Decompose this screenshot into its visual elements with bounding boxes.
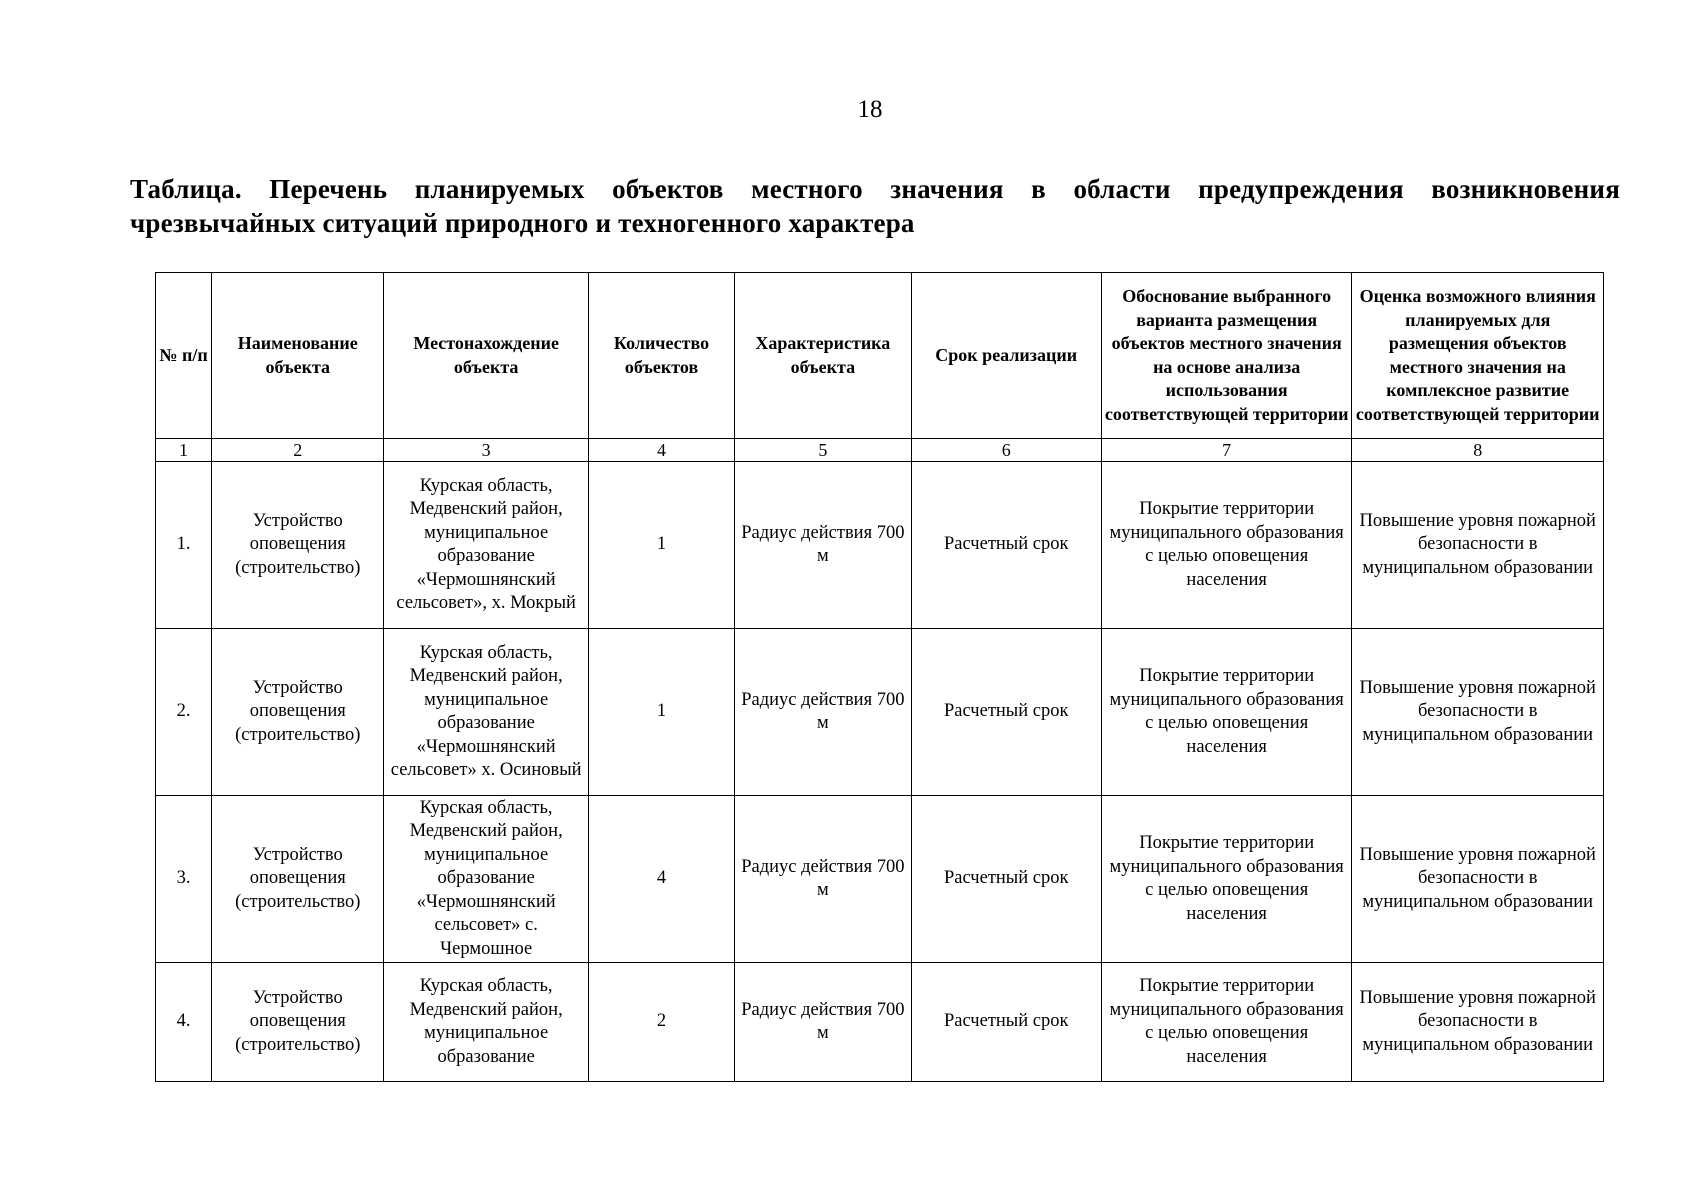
row-location: Курская область, Медвенский район, муниципальное образование «Чермошнянский сельсовет» с. Чермошное: [384, 796, 588, 963]
header-characteristic: Характеристика объекта: [735, 273, 911, 439]
header-count: Количество объектов: [588, 273, 734, 439]
row-characteristic: Радиус действия 700 м: [735, 796, 911, 963]
row-characteristic: Радиус действия 700 м: [735, 629, 911, 796]
row-justification: Покрытие территории муниципального образования с целью оповещения населения: [1101, 629, 1352, 796]
column-numbers-row: [156, 439, 1604, 462]
row-num: 4.: [156, 963, 212, 1082]
column-number: 1: [156, 439, 212, 462]
table-row: [156, 462, 1604, 629]
row-count: 1: [588, 629, 734, 796]
row-name: Устройство оповещения (строительство): [212, 796, 384, 963]
row-num: 1.: [156, 462, 212, 629]
header-num: № п/п: [156, 273, 212, 439]
header-row: [156, 273, 1604, 439]
row-justification: Покрытие территории муниципального образования с целью оповещения населения: [1101, 963, 1352, 1082]
row-num: 3.: [156, 796, 212, 963]
column-number: 7: [1101, 439, 1352, 462]
row-term: Расчетный срок: [911, 462, 1101, 629]
column-number: 8: [1352, 439, 1604, 462]
header-justification: Обоснование выбранного варианта размещения объектов местного значения на основе анализа использования соответствующей территории: [1101, 273, 1352, 439]
row-characteristic: Радиус действия 700 м: [735, 963, 911, 1082]
table-row: [156, 629, 1604, 796]
row-impact: Повышение уровня пожарной безопасности в муниципальном образовании: [1352, 963, 1604, 1082]
row-term: Расчетный срок: [911, 963, 1101, 1082]
row-num: 2.: [156, 629, 212, 796]
header-name: Наименование объекта: [212, 273, 384, 439]
header-term: Срок реализации: [911, 273, 1101, 439]
row-impact: Повышение уровня пожарной безопасности в муниципальном образовании: [1352, 629, 1604, 796]
row-location: Курская область, Медвенский район, муниципальное образование «Чермошнянский сельсовет» х. Осиновый: [384, 629, 588, 796]
row-count: 2: [588, 963, 734, 1082]
header-location: Местонахождение объекта: [384, 273, 588, 439]
row-count: 1: [588, 462, 734, 629]
column-number: 2: [212, 439, 384, 462]
row-count: 4: [588, 796, 734, 963]
table-title: Таблица. Перечень планируемых объектов местного значения в области предупреждения возникновения чрезвычайных ситуаций природного и техногенного характера: [130, 174, 1620, 238]
objects-table: [155, 272, 1604, 1082]
column-number: 4: [588, 439, 734, 462]
row-impact: Повышение уровня пожарной безопасности в муниципальном образовании: [1352, 796, 1604, 963]
page-number: 18: [857, 96, 883, 123]
column-number: 6: [911, 439, 1101, 462]
header-impact: Оценка возможного влияния планируемых для размещения объектов местного значения на комплексное развитие соответствующей территории: [1352, 273, 1604, 439]
table-row: [156, 796, 1604, 963]
row-location: Курская область, Медвенский район, муниципальное образование «Чермошнянский сельсовет», х. Мокрый: [384, 462, 588, 629]
row-justification: Покрытие территории муниципального образования с целью оповещения населения: [1101, 796, 1352, 963]
row-justification: Покрытие территории муниципального образования с целью оповещения населения: [1101, 462, 1352, 629]
row-location: Курская область, Медвенский район, муниципальное образование: [384, 963, 588, 1082]
row-name: Устройство оповещения (строительство): [212, 963, 384, 1082]
row-term: Расчетный срок: [911, 796, 1101, 963]
table-row: [156, 963, 1604, 1082]
column-number: 3: [384, 439, 588, 462]
column-number: 5: [735, 439, 911, 462]
row-impact: Повышение уровня пожарной безопасности в муниципальном образовании: [1352, 462, 1604, 629]
row-term: Расчетный срок: [911, 629, 1101, 796]
row-name: Устройство оповещения (строительство): [212, 629, 384, 796]
row-name: Устройство оповещения (строительство): [212, 462, 384, 629]
row-characteristic: Радиус действия 700 м: [735, 462, 911, 629]
